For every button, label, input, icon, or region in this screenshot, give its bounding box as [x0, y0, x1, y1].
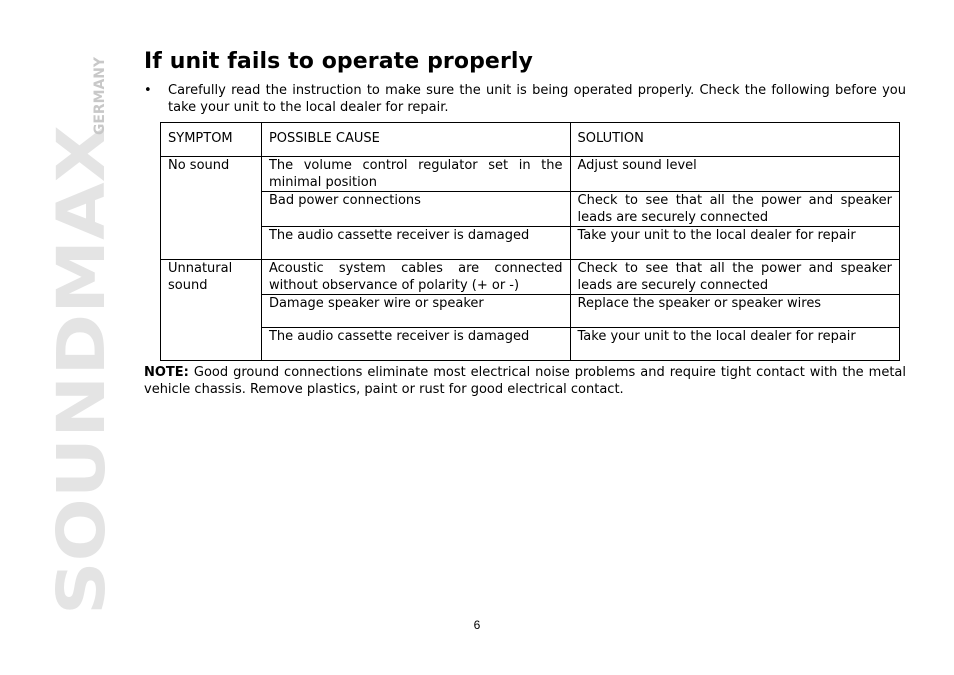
cause-cell: Acoustic system cables are connected without observance of polarity (+ or -) [261, 260, 570, 295]
table-row [161, 192, 900, 227]
solution-cell: Take your unit to the local dealer for repair [570, 328, 900, 361]
solution-cell: Replace the speaker or speaker wires [570, 295, 900, 328]
table-row [161, 157, 900, 192]
intro-text: Carefully read the instruction to make sure the unit is being operated properly. Check the following before you take your unit to the local dealer for repair. [168, 83, 906, 115]
table-row [161, 295, 900, 328]
solution-cell: Check to see that all the power and speaker leads are securely connected [570, 192, 900, 227]
cause-cell: The audio cassette receiver is damaged [261, 328, 570, 361]
cause-cell: The volume control regulator set in the minimal position [261, 157, 570, 192]
logo-sub-text: GERMANY [92, 56, 108, 135]
logo-brand-text: SOUNDMAX [43, 180, 120, 615]
symptom-cell: Unnatural sound [161, 260, 262, 361]
note-paragraph [144, 365, 906, 398]
bullet: • [144, 83, 152, 98]
table-row [161, 260, 900, 295]
table-row [161, 328, 900, 361]
table-row [161, 227, 900, 260]
header-solution: SOLUTION [570, 123, 900, 157]
cause-cell: The audio cassette receiver is damaged [261, 227, 570, 260]
symptom-cell: No sound [161, 157, 262, 260]
intro-paragraph [144, 83, 906, 116]
cause-cell: Bad power connections [261, 192, 570, 227]
solution-cell: Take your unit to the local dealer for repair [570, 227, 900, 260]
solution-cell: Adjust sound level [570, 157, 900, 192]
page-title: If unit fails to operate properly [144, 49, 533, 74]
header-symptom: SYMPTOM [161, 123, 262, 157]
note-label: NOTE: [144, 365, 189, 380]
soundmax-logo [43, 55, 120, 615]
header-cause: POSSIBLE CAUSE [261, 123, 570, 157]
note-text: Good ground connections eliminate most electrical noise problems and require tight contact with the metal vehicle chassis. Remove plastics, paint or rust for good electrical contact. [144, 365, 906, 397]
troubleshooting-table [160, 122, 900, 361]
table-header-row [161, 123, 900, 157]
cause-cell: Damage speaker wire or speaker [261, 295, 570, 328]
solution-cell: Check to see that all the power and speaker leads are securely connected [570, 260, 900, 295]
page-number: 6 [473, 618, 481, 632]
